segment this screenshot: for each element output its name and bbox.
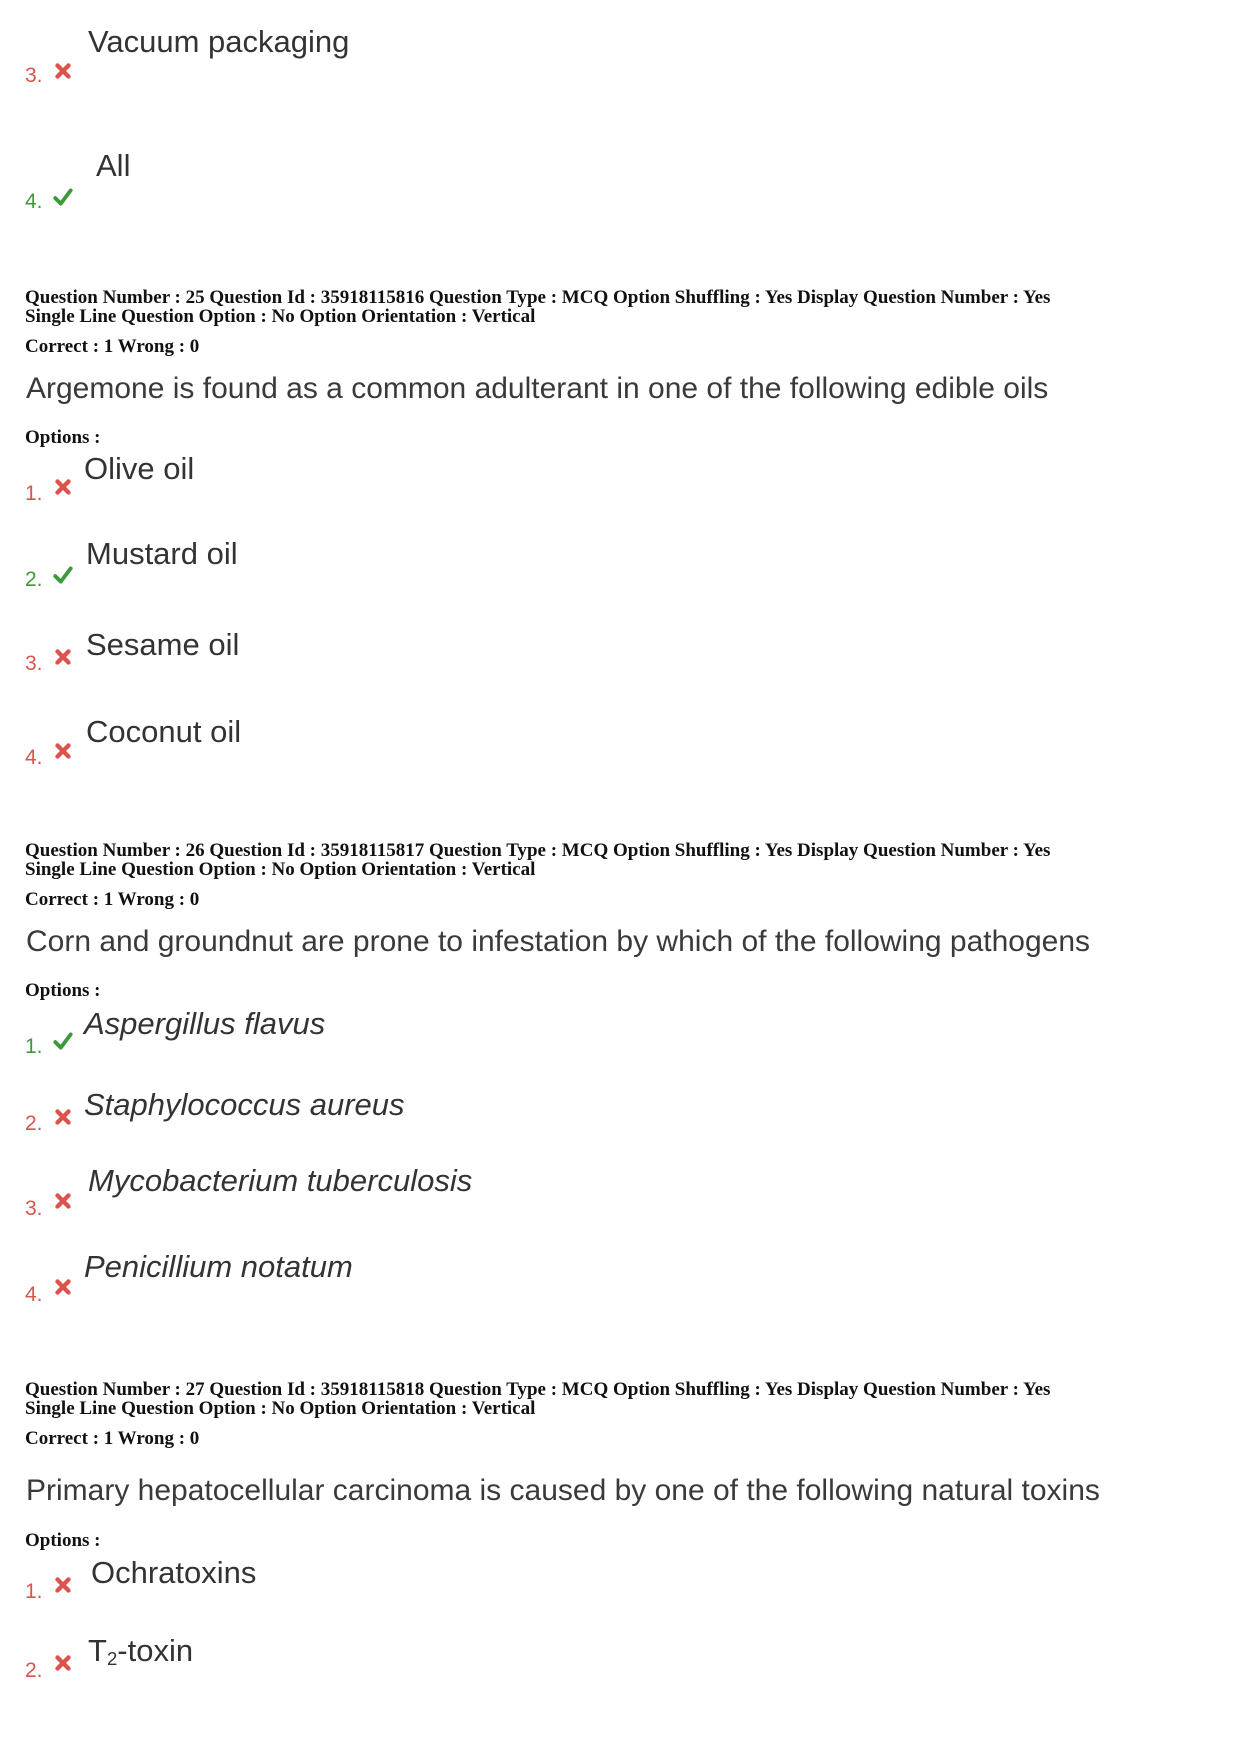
checkmark-icon [52,186,74,208]
option-number: 3. [25,1197,43,1220]
question-text: Primary hepatocellular carcinoma is caused by one of the following natural toxins [26,1474,1100,1507]
question-meta-line1: Question Number : 27 Question Id : 35918115818 Question Type : MCQ Option Shuffling : Yes Display Question Number : Yes [25,1379,1051,1400]
option-text: All [96,148,131,183]
option-number: 4. [25,190,43,213]
option-number: 3. [25,64,43,87]
option-number: 1. [25,1035,43,1058]
cross-icon [52,1652,74,1674]
option-text-main: T [88,1633,107,1668]
cross-icon [52,1106,74,1128]
question-meta-line2: Single Line Question Option : No Option Orientation : Vertical [25,1398,536,1419]
option-text: Vacuum packaging [88,24,350,59]
option-number: 3. [25,652,43,675]
option-text: Penicillium notatum [84,1249,353,1284]
options-label: Options : [25,980,101,1001]
cross-icon [52,646,74,668]
question-score: Correct : 1 Wrong : 0 [25,889,200,910]
option-number: 2. [25,1659,43,1682]
option-number: 1. [25,482,43,505]
option-text: Staphylococcus aureus [84,1087,405,1122]
options-label: Options : [25,1530,101,1551]
checkmark-icon [52,564,74,586]
option-text: Aspergillus flavus [84,1006,326,1041]
question-meta-line1: Question Number : 25 Question Id : 35918115816 Question Type : MCQ Option Shuffling : Yes Display Question Number : Yes [25,287,1051,308]
cross-icon [52,476,74,498]
cross-icon [52,740,74,762]
option-text: Mycobacterium tuberculosis [88,1163,473,1198]
question-meta-line1: Question Number : 26 Question Id : 35918115817 Question Type : MCQ Option Shuffling : Yes Display Question Number : Yes [25,840,1051,861]
question-text: Corn and groundnut are prone to infestation by which of the following pathogens [26,925,1091,958]
question-text: Argemone is found as a common adulterant in one of the following edible oils [26,372,1049,405]
checkmark-icon [52,1030,74,1052]
cross-icon [52,1190,74,1212]
option-text: Coconut oil [86,714,242,749]
option-number: 2. [25,1112,43,1135]
option-text: Ochratoxins [91,1555,257,1590]
cross-icon [52,60,74,82]
option-number: 4. [25,1283,43,1306]
options-label: Options : [25,427,101,448]
option-text: Olive oil [84,451,195,486]
cross-icon [52,1574,74,1596]
option-text-suffix: -toxin [117,1633,194,1668]
option-number: 4. [25,746,43,769]
option-number: 1. [25,1580,43,1603]
question-score: Correct : 1 Wrong : 0 [25,336,200,357]
question-meta-line2: Single Line Question Option : No Option Orientation : Vertical [25,859,536,880]
option-text: Sesame oil [86,627,240,662]
option-number: 2. [25,568,43,591]
cross-icon [52,1276,74,1298]
option-text: Mustard oil [86,536,238,571]
question-score: Correct : 1 Wrong : 0 [25,1428,200,1449]
question-meta-line2: Single Line Question Option : No Option Orientation : Vertical [25,306,536,327]
option-text [88,1633,193,1670]
option-text-subscript: 2 [106,1648,118,1669]
